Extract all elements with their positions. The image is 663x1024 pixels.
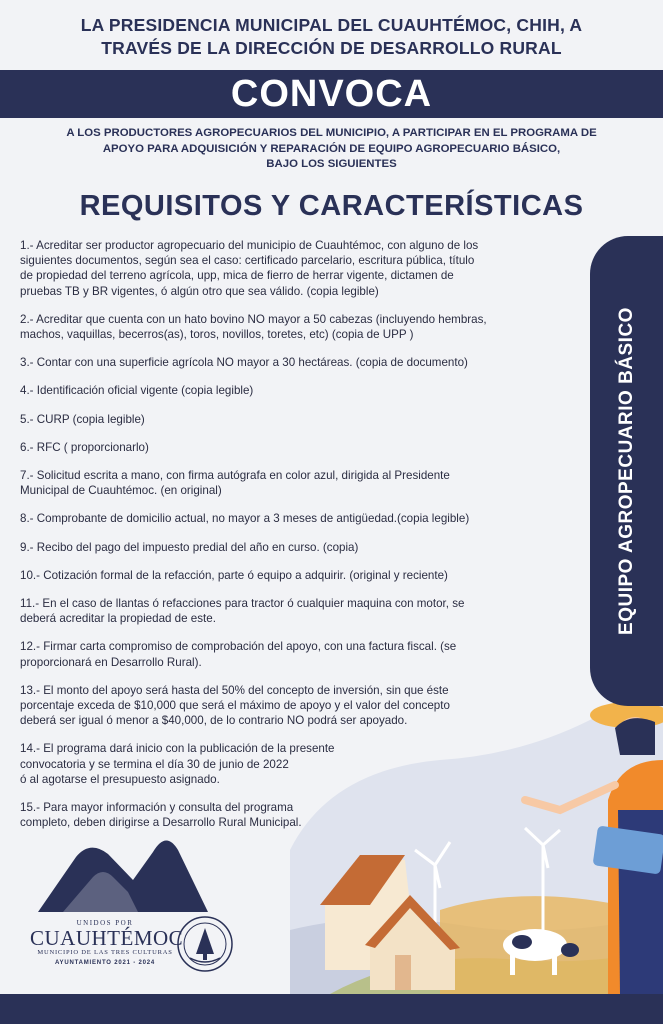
- header-title: [0, 14, 663, 60]
- list-item: 2.- Acreditar que cuenta con un hato bovino NO mayor a 50 cabezas (incluyendo hembras, machos, vaquillas, becerros(as), toros, novillos, toretes, etc) (copia de UPP ): [20, 312, 487, 342]
- list-item: 6.- RFC ( proporcionarlo): [20, 440, 149, 454]
- list-item: 9.- Recibo del pago del impuesto predial del año en curso. (copia): [20, 540, 359, 554]
- logo-small-text: UNIDOS POR: [76, 919, 134, 927]
- logo-name: CUAUHTÉMOC: [30, 926, 184, 950]
- list-item: 12.- Firmar carta compromiso de comprobación del apoyo, con una factura fiscal. (se proporcionará en Desarrollo Rural).: [20, 640, 457, 669]
- footer-bar: [0, 994, 663, 1024]
- convoca-banner: [0, 70, 663, 118]
- requirements-title: REQUISITOS Y CARACTERÍSTICAS: [79, 190, 584, 222]
- requirements-list: [20, 238, 560, 830]
- list-item: 13.- El monto del apoyo será hasta del 50% del concepto de inversión, sin que éste porcentaje exceda de $10,000 que será el máximo de apoyo y el valor del concepto deberá ser igual ó menor a $40,000, de lo contrario NO podrá ser apoyado.: [20, 683, 450, 728]
- list-item: 3.- Contar con una superficie agrícola NO mayor a 30 hectáreas. (copia de documento): [20, 356, 468, 370]
- side-label-text: EQUIPO AGROPECUARIO BÁSICO: [615, 307, 637, 635]
- municipal-seal-icon: [176, 914, 234, 974]
- subtitle-line-1: A LOS PRODUCTORES AGROPECUARIOS DEL MUNICIPIO, A PARTICIPAR EN EL PROGRAMA DE: [66, 127, 597, 139]
- list-item: 4.- Identificación oficial vigente (copia legible): [20, 384, 254, 398]
- list-item: 8.- Comprobante de domicilio actual, no mayor a 3 meses de antigüedad.(copia legible): [20, 512, 470, 526]
- subtitle-line-2: APOYO PARA ADQUISICIÓN Y REPARACIÓN DE EQUIPO AGROPECUARIO BÁSICO,: [102, 142, 561, 155]
- banner-text: CONVOCA: [230, 73, 433, 115]
- municipality-logo: [30, 919, 184, 966]
- list-item: 7.- Solicitud escrita a mano, con firma autógrafa en color azul, dirigida al Presidente Municipal de Cuauhtémoc. (en original): [20, 469, 450, 498]
- list-item: 11.- En el caso de llantas ó refacciones para tractor ó cualquier maquina con motor, se deberá acreditar la propiedad de este.: [20, 597, 465, 626]
- list-item: 14.- El programa dará inicio con la publicación de la presente convocatoria y se termina el día 30 de junio de 2022 ó al agotarse el presupuesto asignado.: [20, 742, 335, 786]
- subtitle-line-3: BAJO LOS SIGUIENTES: [266, 158, 397, 170]
- header-line-1: LA PRESIDENCIA MUNICIPAL DEL CUAUHTÉMOC, CHIH, A: [80, 15, 583, 35]
- list-item: 5.- CURP (copia legible): [20, 412, 145, 426]
- list-item: 1.- Acreditar ser productor agropecuario del municipio de Cuauhtémoc, con alguno de los siguientes documentos, según sea el caso: certificado parcelario, escritura pública, título de propiedad del terreno agrícola, upp, mica de fierro de herrar vigente, dictamen de pruebas TB y BR vigentes, ó algún otro que sea válido. (copia legible): [20, 239, 479, 298]
- header-line-2: TRAVÉS DE LA DIRECCIÓN DE DESARROLLO RURAL: [101, 38, 562, 58]
- list-item: 15.- Para mayor información y consulta del programa completo, deben dirigirse a Desarrollo Rural Municipal.: [20, 801, 302, 830]
- subtitle: [20, 126, 643, 173]
- logo-period: AYUNTAMIENTO 2021 - 2024: [54, 960, 156, 966]
- mountains-logo-icon: [38, 822, 208, 912]
- list-item: 10.- Cotización formal de la refacción, parte ó equipo a adquirir. (original y reciente): [20, 568, 448, 582]
- logo-tagline: MUNICIPIO DE LAS TRES CULTURAS: [37, 949, 173, 956]
- side-label: [590, 236, 663, 706]
